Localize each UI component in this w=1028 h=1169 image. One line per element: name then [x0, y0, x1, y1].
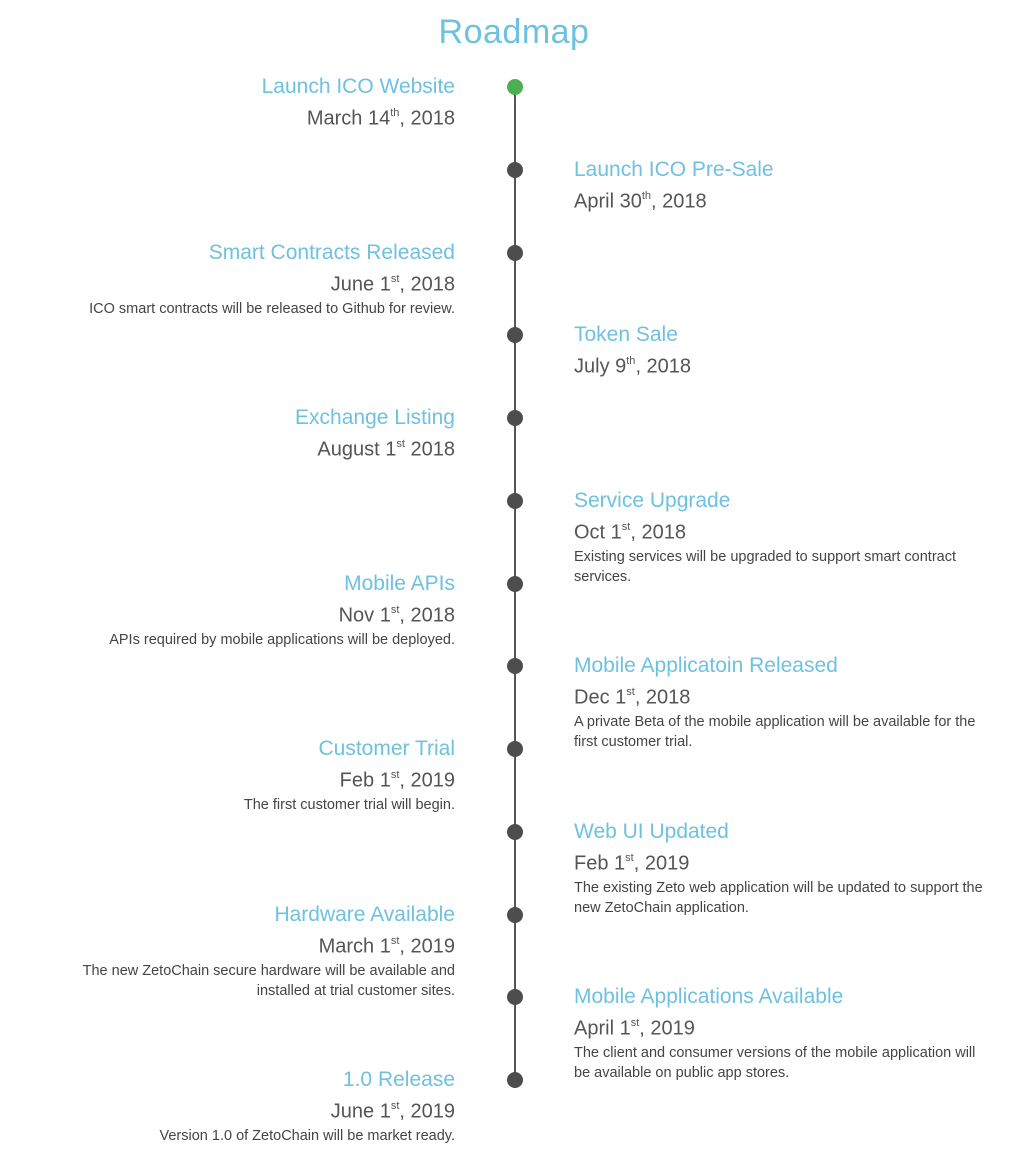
- milestone-description: Version 1.0 of ZetoChain will be market ready.: [159, 1127, 455, 1144]
- milestone-date-main: April 30: [574, 190, 642, 213]
- milestone-title: Launch ICO Website: [261, 75, 455, 98]
- milestone-title: Hardware Available: [274, 903, 455, 926]
- milestone-title: 1.0 Release: [342, 1068, 455, 1091]
- milestone-title: Smart Contracts Released: [208, 241, 455, 264]
- milestone-description: ICO smart contracts will be released to Github for review.: [89, 300, 455, 317]
- milestone-date-suffix: st: [390, 273, 400, 285]
- milestone-date: [35, 266, 455, 299]
- milestone-title: Service Upgrade: [574, 489, 731, 512]
- milestone-title: Customer Trial: [318, 737, 455, 760]
- milestone-date-main: March 14: [306, 107, 391, 130]
- timeline-dot: [507, 79, 523, 95]
- milestone-date-suffix: st: [390, 769, 400, 781]
- milestone-date-year: 2018: [404, 438, 455, 461]
- milestone-date: [574, 845, 984, 878]
- milestone-description: A private Beta of the mobile application will be available for the first customer trial.: [574, 713, 976, 750]
- milestone-date: [35, 597, 455, 630]
- milestone-date-year: , 2018: [399, 273, 455, 296]
- milestone-date-main: Feb 1: [339, 769, 391, 792]
- milestone-date-year: , 2019: [399, 1100, 455, 1123]
- timeline-dot: [507, 245, 523, 261]
- milestone-date-suffix: st: [625, 852, 634, 864]
- milestone-title: Web UI Updated: [574, 820, 729, 843]
- milestone-date-main: April 1: [574, 1017, 631, 1040]
- milestone-date-suffix: st: [626, 686, 635, 698]
- milestone: [574, 322, 994, 381]
- milestone-description: The client and consumer versions of the mobile application will be available on public app stores.: [574, 1044, 976, 1081]
- milestone-date: [574, 514, 984, 547]
- milestone-date-year: , 2018: [635, 355, 692, 378]
- milestone: [35, 1067, 455, 1146]
- milestone-description: The existing Zeto web application will be updated to support the new ZetoChain application.: [574, 879, 983, 916]
- milestone: [574, 819, 984, 918]
- milestone-date-suffix: th: [641, 190, 651, 202]
- page-title: Roadmap: [438, 13, 590, 51]
- timeline-dot: [507, 162, 523, 178]
- milestone-date: [35, 762, 455, 795]
- timeline-dot: [507, 658, 523, 674]
- timeline-dot: [507, 907, 523, 923]
- milestone-title: Launch ICO Pre-Sale: [574, 158, 774, 181]
- milestone: [35, 736, 455, 815]
- milestone-date-main: Dec 1: [574, 686, 627, 709]
- milestone-date-year: , 2018: [630, 521, 686, 544]
- milestone-date: [35, 1093, 455, 1126]
- milestone-date-suffix: th: [626, 355, 636, 367]
- milestone: [35, 405, 455, 464]
- timeline-dot: [507, 989, 523, 1005]
- milestone: [35, 240, 455, 319]
- milestone-date-suffix: th: [390, 107, 400, 119]
- timeline-dot: [507, 1072, 523, 1088]
- milestone-date-suffix: st: [390, 604, 400, 616]
- timeline-dot: [507, 410, 523, 426]
- milestone-date: [574, 348, 994, 381]
- milestone-date-main: Feb 1: [574, 852, 626, 875]
- milestone-date-suffix: st: [390, 935, 400, 947]
- milestone: [574, 488, 984, 587]
- milestone-date-main: August 1: [317, 438, 397, 461]
- milestone-date: [35, 928, 455, 961]
- milestone-date-main: June 1: [330, 273, 391, 296]
- milestone-date-main: March 1: [318, 935, 391, 958]
- milestone-date-main: Oct 1: [574, 521, 622, 544]
- milestone-date-year: , 2019: [399, 935, 455, 958]
- milestone: [35, 571, 455, 650]
- milestone-description: The new ZetoChain secure hardware will be available and installed at trial customer sites.: [82, 962, 455, 999]
- timeline-dot: [507, 327, 523, 343]
- milestone-title: Mobile APIs: [344, 572, 455, 595]
- milestone: [35, 902, 455, 1001]
- milestone-date-year: , 2019: [399, 769, 455, 792]
- milestone: [35, 74, 455, 133]
- milestone-date-suffix: st: [621, 521, 631, 533]
- milestone-date-year: , 2019: [639, 1017, 695, 1040]
- milestone-date-year: , 2018: [634, 686, 691, 709]
- milestone-date-suffix: st: [630, 1017, 640, 1029]
- milestone-date-year: , 2018: [399, 604, 455, 627]
- milestone-date-suffix: st: [396, 438, 405, 450]
- timeline-dot: [507, 824, 523, 840]
- milestone-description: Existing services will be upgraded to support smart contract services.: [574, 548, 957, 585]
- milestone: [574, 157, 994, 216]
- milestone-date: [574, 679, 984, 712]
- milestone-date-year: , 2019: [633, 852, 690, 875]
- milestone-title: Mobile Applications Available: [574, 985, 844, 1008]
- milestone-title: Token Sale: [574, 323, 678, 346]
- milestone-description: The first customer trial will begin.: [243, 796, 455, 813]
- milestone-date: [35, 100, 455, 133]
- milestone-title: Exchange Listing: [295, 406, 455, 429]
- milestone-description: APIs required by mobile applications will be deployed.: [109, 631, 455, 648]
- milestone-date-main: June 1: [330, 1100, 391, 1123]
- milestone-date-year: , 2018: [651, 190, 707, 213]
- milestone-date: [35, 431, 455, 464]
- milestone-date-suffix: st: [390, 1100, 400, 1112]
- timeline-dot: [507, 741, 523, 757]
- milestone-date-year: , 2018: [399, 107, 455, 130]
- timeline-dot: [507, 576, 523, 592]
- milestone-date: [574, 1010, 984, 1043]
- milestone-date-main: Nov 1: [338, 604, 391, 627]
- milestone-date: [574, 183, 994, 216]
- milestone-date-main: July 9: [574, 355, 627, 378]
- milestone-title: Mobile Applicatoin Released: [574, 654, 838, 677]
- milestone: [574, 653, 984, 752]
- milestone: [574, 984, 984, 1083]
- timeline-dot: [507, 493, 523, 509]
